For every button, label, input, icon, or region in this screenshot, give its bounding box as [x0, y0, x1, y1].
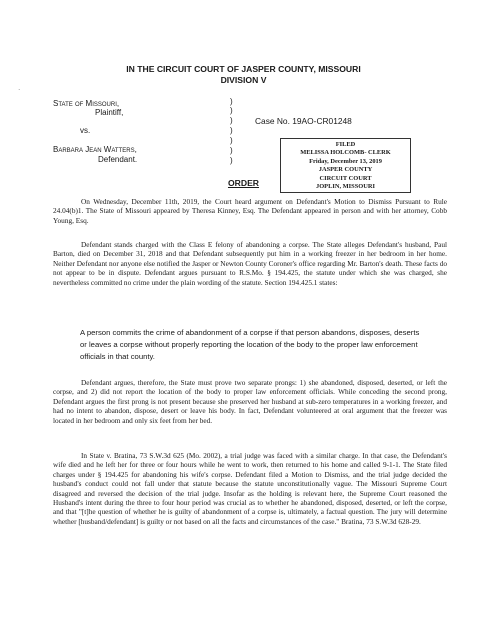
defendant-name: Barbara Jean Watters,: [53, 145, 137, 154]
stamp-city: JOPLIN, MISSOURI: [316, 183, 375, 191]
division-title: DIVISION V: [220, 75, 267, 85]
caption-bracket: ): [230, 126, 233, 135]
statute-quote: A person commits the crime of abandonment of a corpse if that person abandons, disposes, deserts or leaves a corpse without properly reporting the location of the body to the proper law enforcement officials in that county.: [80, 328, 420, 362]
stamp-filed: FILED: [335, 141, 356, 148]
defendant-role: Defendant.: [98, 155, 138, 164]
paragraph-argument: Defendant argues, therefore, the State must prove two separate prongs: 1) she abandoned, disposed, deserted, or left the corpse, and 2) did not report the location of the body to proper law enforcement officials. While conceding the second prong, Defendant argues the first prong is not present because she preserved her husband at sub-zero temperatures in a working freezer, and had no intent to abandon, dispose, desert or leave his body. In fact, Defendant volunteered at oral argument that the freezer was located in her bedroom and only six feet from her bed.: [53, 378, 447, 425]
caption-bracket: ): [230, 146, 233, 155]
paragraph-hearing: On Wednesday, December 11th, 2019, the Court heard argument on Defendant's Motion to Dismiss Pursuant to Rule 24.04(b)1. The State of Missouri appeared by Theresa Kinney, Esq. The Defendant appeared in person and with her attorney, Cobb Young, Esq.: [53, 197, 447, 225]
scan-speck: ·: [18, 86, 21, 94]
plaintiff-role: Plaintiff,: [95, 108, 124, 117]
caption-bracket: ): [230, 156, 233, 165]
paragraph-charge: Defendant stands charged with the Class E felony of abandoning a corpse. The State alleges Defendant's husband, Paul Barton, died on December 31, 2018 and that Defendant subsequently put him in a working freezer in her bedroom in her home. Neither Defendant nor anyone else notified the Jasper or Newton County Coroner's office regarding Mr. Barton's death. These facts do not appear to be in dispute. Defendant argues pursuant to R.S.Mo. § 194.425, the statute under which she was charged, she nevertheless committed no crime under the plain wording of the statute. Section 194.425.1 states:: [53, 240, 447, 287]
caption-bracket: ): [230, 136, 233, 145]
stamp-court: CIRCUIT COURT: [319, 174, 372, 182]
caption-bracket: ): [230, 97, 233, 106]
paragraph-bratina: In State v. Bratina, 73 S.W.3d 625 (Mo. 2002), a trial judge was faced with a similar charge. In that case, the Defendant's wife died and he left her for three or four hours while he went to work, then returned to his home and called 9-1-1. The State filed charges under § 194.425 for abandoning his wife's corpse. Defendant filed a Motion to Dismiss, and the trial judge decided the husband's conduct could not fall under that statute because the statute unconstitutionally vague. The Missouri Supreme Court disagreed and reversed the decision of the trial judge. Insofar as the holding is relevant here, the Supreme Court reasoned the Husband's intent during the three to four hour period was crucial as to whether he abandoned, disposed, deserted, or left the corpse, and that "[t]he question of whether he is guilty of abandonment of a corpse is, ultimately, a factual question. The jury will determine whether [husband/defendant] is guilty or not based on all the facts and circumstances of the case." Bratina, 73 S.W.3d 628-29.: [53, 451, 447, 526]
case-number: Case No. 19AO-CR01248: [255, 116, 352, 126]
stamp-clerk: MELISSA HOLCOMB- CLERK: [300, 149, 391, 157]
caption-bracket: ): [230, 116, 233, 125]
plaintiff-name: State of Missouri,: [53, 99, 120, 108]
versus-label: vs.: [80, 126, 91, 135]
stamp-county: JASPER COUNTY: [318, 166, 373, 174]
order-heading: ORDER: [227, 178, 260, 188]
caption-bracket: ): [230, 106, 233, 115]
court-title: IN THE CIRCUIT COURT OF JASPER COUNTY, MISSOURI: [126, 64, 361, 74]
stamp-date: Friday, December 13, 2019: [309, 157, 382, 165]
